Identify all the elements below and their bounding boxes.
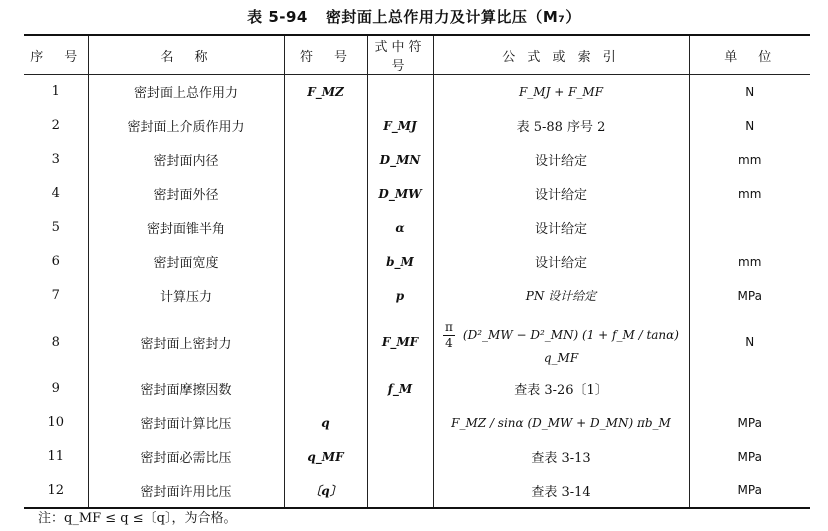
cell-inner-symbol (367, 406, 433, 440)
cell-unit (689, 211, 810, 245)
cell-symbol (284, 313, 367, 372)
cell-symbol: 〔q〕 (284, 474, 367, 508)
cell-name: 密封面锥半角 (88, 211, 284, 245)
cell-symbol: q_MF (284, 440, 367, 474)
cell-name: 密封面计算比压 (88, 406, 284, 440)
cell-no: 9 (24, 372, 88, 406)
cell-name: 密封面内径 (88, 143, 284, 177)
cell-formula (433, 313, 689, 372)
table-row (24, 211, 810, 245)
header-no: 序 号 (24, 35, 88, 75)
cell-formula: PN 设计给定 (433, 279, 689, 313)
header-symbol: 符 号 (284, 35, 367, 75)
cell-unit: N (689, 75, 810, 109)
cell-unit: MPa (689, 474, 810, 508)
cell-name: 密封面宽度 (88, 245, 284, 279)
cell-no: 6 (24, 245, 88, 279)
cell-symbol (284, 211, 367, 245)
cell-formula: 查表 3-14 (433, 474, 689, 508)
cell-formula: F_MZ / sinα (D_MW + D_MN) πb_M (433, 406, 689, 440)
table-row (24, 109, 810, 143)
cell-symbol (284, 177, 367, 211)
cell-unit: MPa (689, 440, 810, 474)
cell-symbol (284, 279, 367, 313)
cell-name: 密封面外径 (88, 177, 284, 211)
cell-formula: 设计给定 (433, 211, 689, 245)
header-inner-symbol: 式中符号 (367, 35, 433, 75)
cell-no: 10 (24, 406, 88, 440)
cell-unit: mm (689, 245, 810, 279)
table-row (24, 440, 810, 474)
cell-no: 7 (24, 279, 88, 313)
table-row (24, 143, 810, 177)
cell-no: 4 (24, 177, 88, 211)
table-row (24, 406, 810, 440)
cell-formula: 设计给定 (433, 143, 689, 177)
cell-inner-symbol: b_M (367, 245, 433, 279)
cell-symbol (284, 372, 367, 406)
cell-symbol (284, 109, 367, 143)
cell-inner-symbol: f_M (367, 372, 433, 406)
cell-formula: 查表 3-26〔1〕 (433, 372, 689, 406)
formula-text: (D²_MW − D²_MN) (1 + f_M / tanα) q_MF (462, 327, 679, 365)
cell-unit (689, 372, 810, 406)
table-title (0, 6, 828, 27)
data-table (24, 34, 810, 509)
cell-unit: mm (689, 143, 810, 177)
cell-name: 计算压力 (88, 279, 284, 313)
cell-formula: 设计给定 (433, 177, 689, 211)
table-row (24, 75, 810, 109)
cell-symbol (284, 143, 367, 177)
cell-inner-symbol (367, 474, 433, 508)
table-caption: 密封面上总作用力及计算比压（M₇） (325, 8, 581, 26)
cell-no: 3 (24, 143, 88, 177)
cell-name: 密封面上介质作用力 (88, 109, 284, 143)
cell-unit: MPa (689, 406, 810, 440)
header-formula: 公 式 或 索 引 (433, 35, 689, 75)
cell-inner-symbol: D_MW (367, 177, 433, 211)
cell-name: 密封面摩擦因数 (88, 372, 284, 406)
cell-no: 5 (24, 211, 88, 245)
cell-formula: 表 5-88 序号 2 (433, 109, 689, 143)
table-row (24, 474, 810, 508)
cell-unit: mm (689, 177, 810, 211)
table-row (24, 279, 810, 313)
cell-inner-symbol: p (367, 279, 433, 313)
header-name: 名 称 (88, 35, 284, 75)
cell-formula: 设计给定 (433, 245, 689, 279)
cell-name: 密封面上密封力 (88, 313, 284, 372)
table-row (24, 245, 810, 279)
cell-no: 11 (24, 440, 88, 474)
cell-no: 12 (24, 474, 88, 508)
fraction-denominator: 4 (445, 335, 453, 350)
cell-no: 8 (24, 313, 88, 372)
table-row (24, 177, 810, 211)
cell-name: 密封面必需比压 (88, 440, 284, 474)
cell-symbol: F_MZ (284, 75, 367, 109)
cell-no: 2 (24, 109, 88, 143)
fraction-numerator: π (445, 319, 453, 334)
header-row (24, 35, 810, 75)
cell-inner-symbol: D_MN (367, 143, 433, 177)
table-row (24, 313, 810, 372)
fraction (443, 320, 455, 351)
cell-formula: 查表 3-13 (433, 440, 689, 474)
cell-symbol: q (284, 406, 367, 440)
cell-unit: N (689, 109, 810, 143)
cell-name: 密封面上总作用力 (88, 75, 284, 109)
cell-inner-symbol (367, 440, 433, 474)
cell-no: 1 (24, 75, 88, 109)
cell-inner-symbol: F_MJ (367, 109, 433, 143)
header-unit: 单 位 (689, 35, 810, 75)
cell-formula: F_MJ + F_MF (433, 75, 689, 109)
table-row (24, 372, 810, 406)
cell-inner-symbol: F_MF (367, 313, 433, 372)
table-footnote: 注：q_MF ≤ q ≤〔q〕，为合格。 (38, 511, 237, 526)
table-number: 表 5-94 (247, 8, 308, 26)
cell-inner-symbol (367, 75, 433, 109)
cell-name: 密封面许用比压 (88, 474, 284, 508)
cell-symbol (284, 245, 367, 279)
cell-inner-symbol: α (367, 211, 433, 245)
cell-unit: N (689, 313, 810, 372)
cell-unit: MPa (689, 279, 810, 313)
